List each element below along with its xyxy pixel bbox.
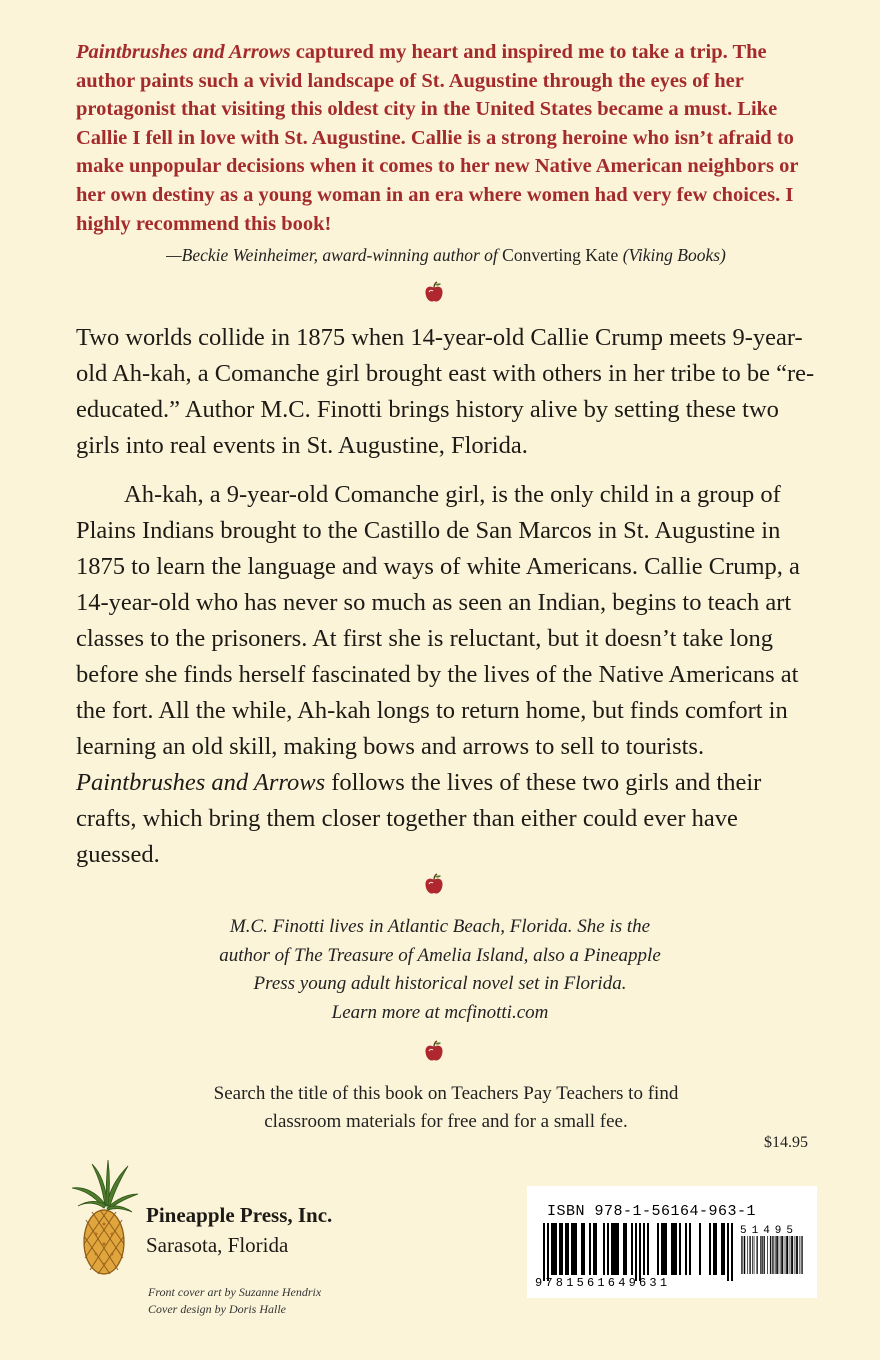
ean-digits: 9781561649631: [535, 1276, 671, 1290]
credit-design-name: Doris Halle: [228, 1302, 286, 1316]
barcode-bar: [613, 1223, 615, 1275]
barcode-bar: [787, 1236, 788, 1274]
credit-design: [148, 1301, 321, 1318]
credit-art-label: Front cover art by: [148, 1285, 239, 1299]
barcode-bar: [573, 1223, 575, 1275]
barcode-bar: [661, 1223, 663, 1275]
tpt-line-1: Search the title of this book on Teachers Pay Teachers to find: [213, 1083, 679, 1104]
barcode-bar: [785, 1236, 786, 1274]
barcode-bar: [762, 1236, 763, 1274]
barcode-bar: [611, 1223, 613, 1275]
barcode-bar: [761, 1236, 762, 1274]
barcode-bar: [657, 1223, 659, 1275]
barcode-bar: [731, 1223, 733, 1281]
barcode-bar: [543, 1223, 545, 1281]
attribution-publisher: (Viking Books): [618, 245, 726, 265]
barcode-bar: [802, 1236, 803, 1274]
barcode-bar: [749, 1236, 750, 1274]
barcode-bar: [750, 1236, 751, 1274]
barcode-bar: [727, 1223, 729, 1281]
publisher-name: Pineapple Press, Inc.: [146, 1203, 333, 1227]
barcode-bar: [773, 1236, 774, 1274]
barcode-bar: [783, 1236, 784, 1274]
review-quote: [76, 38, 816, 238]
attribution-book: Converting Kate: [502, 245, 619, 265]
barcode-bar: [595, 1223, 597, 1275]
barcode-bar: [757, 1236, 758, 1274]
barcode-bar: [679, 1223, 681, 1275]
attribution-prefix: —Beckie Weinheimer, award-winning author of: [166, 245, 503, 265]
barcode-bar: [782, 1236, 783, 1274]
publisher-city: Sarasota, Florida: [146, 1233, 289, 1257]
bio-line-2: author of The Treasure of Amelia Island, also a Pineapple: [219, 944, 661, 966]
barcode-bar: [615, 1223, 617, 1275]
barcode-bar: [675, 1223, 677, 1275]
barcode-bar: [565, 1223, 567, 1275]
credit-art-name: Suzanne Hendrix: [238, 1285, 322, 1299]
barcode-bar: [581, 1223, 583, 1275]
barcode-bar: [778, 1236, 779, 1274]
barcode-bar: [752, 1236, 753, 1274]
barcode-bar: [571, 1223, 573, 1275]
summary-p2-title: Paintbrushes and Arrows: [76, 769, 326, 796]
barcode-bar: [770, 1236, 771, 1274]
barcode-bar: [786, 1236, 787, 1274]
barcode-bar: [575, 1223, 577, 1275]
barcode-bar: [553, 1223, 555, 1275]
isbn-text: ISBN 978-1-56164-963-1: [547, 1203, 757, 1220]
barcode-bar: [631, 1223, 633, 1275]
barcode-bar: [777, 1236, 778, 1274]
barcode-bar: [547, 1223, 549, 1281]
barcode-bar: [792, 1236, 793, 1274]
credit-design-label: Cover design by: [148, 1302, 229, 1316]
barcode-bar: [795, 1236, 796, 1274]
barcode-bar: [791, 1236, 792, 1274]
barcode-bar: [583, 1223, 585, 1275]
barcode-bar: [555, 1223, 557, 1275]
barcode-bar: [760, 1236, 761, 1274]
barcode-bar: [699, 1223, 701, 1275]
cover-credits: [148, 1284, 321, 1318]
barcode-bar: [663, 1223, 665, 1275]
barcode-bar: [589, 1223, 591, 1275]
barcode-bar: [767, 1236, 768, 1274]
pineapple-logo-icon: [70, 1158, 140, 1278]
barcode-bar: [721, 1223, 723, 1275]
barcode-bar: [780, 1236, 781, 1274]
barcode-bar: [607, 1223, 609, 1275]
barcode-bar: [788, 1236, 789, 1274]
barcode-bar: [647, 1223, 649, 1275]
barcode-bar: [741, 1236, 742, 1274]
ean-bars: [541, 1223, 737, 1281]
author-bio: [130, 913, 750, 1027]
barcode-bar: [715, 1223, 717, 1275]
summary-paragraph-1: Two worlds collide in 1875 when 14-year-old Callie Crump meets 9-year-old Ah-kah, a Comanche girl brought east with others in her tribe to be “re-educated.” Author M.C. Finotti brings history alive by setting these two girls into real events in St. Augustine, Florida.: [76, 324, 815, 459]
review-book-title: Paintbrushes and Arrows: [76, 41, 291, 63]
barcode-bar: [551, 1223, 553, 1275]
barcode-bar: [639, 1223, 641, 1281]
barcode-bar: [757, 1236, 758, 1274]
review-text: captured my heart and inspired me to take a trip. The author paints such a vivid landscape of St. Augustine through the eyes of her protagonist that visiting this oldest city in the United States became a must. Like Callie I fell in love with St. Augustine. Callie is a strong heroine who isn’t afraid to make unpopular decisions when it comes to her new Native American neighbors or her own destiny as a young woman in an era where women had very few choices. I highly recommend this book!: [76, 41, 799, 235]
barcode-bar: [754, 1236, 755, 1274]
barcode-bar: [673, 1223, 675, 1275]
barcode-bar: [713, 1223, 715, 1275]
price-label: $14.95: [764, 1134, 808, 1151]
teachers-pay-teachers-note: [76, 1080, 816, 1136]
review-attribution: [76, 243, 816, 267]
apple-ornament-icon: [424, 1040, 444, 1064]
barcode-bar: [635, 1223, 637, 1281]
barcode-bar: [776, 1236, 777, 1274]
barcode-bar: [792, 1236, 793, 1274]
barcode-bar: [745, 1236, 746, 1274]
barcode-bar: [797, 1236, 798, 1274]
credit-art: [148, 1284, 321, 1301]
barcode-bar: [723, 1223, 725, 1275]
bio-line-1: M.C. Finotti lives in Atlantic Beach, Florida. She is the: [229, 916, 651, 937]
barcode-bar: [747, 1236, 748, 1274]
barcode-bar: [744, 1236, 745, 1274]
barcode-bar: [665, 1223, 667, 1275]
barcode-bar: [671, 1223, 673, 1275]
barcode-bar: [623, 1223, 625, 1275]
summary-paragraph-2: [76, 477, 816, 873]
barcode-bar: [781, 1236, 782, 1274]
barcode-bar: [561, 1223, 563, 1275]
barcode-bar: [796, 1236, 797, 1274]
barcode-bar: [790, 1236, 791, 1274]
barcode-bar: [685, 1223, 687, 1275]
barcode-bar: [689, 1223, 691, 1275]
summary-p2-end: follows the lives of these two girls and their crafts, which bring them closer together than either could ever have guessed.: [76, 769, 762, 868]
barcode-bar: [567, 1223, 569, 1275]
barcode-bar: [764, 1236, 765, 1274]
barcode-bar: [625, 1223, 627, 1275]
barcode-bar: [617, 1223, 619, 1275]
barcode-bar: [593, 1223, 595, 1275]
barcode-bar: [771, 1236, 772, 1274]
barcode-bar: [742, 1236, 743, 1274]
barcode-bar: [764, 1236, 765, 1274]
addon-bars: [739, 1236, 805, 1276]
publisher-info: [146, 1200, 332, 1260]
summary-p2-text: Ah-kah, a 9-year-old Comanche girl, is the only child in a group of Plains Indians brought to the Castillo de San Marcos in St. Augustine in 1875 to learn the language and ways of white Americans. Callie Crump, a 14-year-old who has never so much as seen an Indian, begins to teach art classes to the prisoners. At first she is reluctant, but it doesn’t take long before she finds herself fascinated by the lives of the Native Americans at the fort. All the while, Ah-kah longs to return home, but finds comfort in learning an old skill, making bows and arrows to sell to tourists.: [76, 481, 800, 760]
barcode-bar: [797, 1236, 798, 1274]
book-summary: [76, 320, 816, 873]
bio-line-3: Press young adult historical novel set in Florida.: [253, 973, 627, 994]
barcode-bar: [772, 1236, 773, 1274]
barcode-bar: [603, 1223, 605, 1275]
bio-line-4: Learn more at mcfinotti.com: [331, 1001, 549, 1023]
barcode-addon-digits: 51495: [740, 1225, 799, 1237]
barcode-bar: [775, 1236, 776, 1274]
apple-ornament-icon: [424, 281, 444, 305]
barcode-bar: [799, 1236, 800, 1274]
tpt-line-2: classroom materials for free and for a small fee.: [264, 1111, 628, 1132]
barcode-bar: [801, 1236, 802, 1274]
barcode-bar: [643, 1223, 645, 1275]
barcode-bar: [709, 1223, 711, 1275]
apple-ornament-icon: [424, 873, 444, 897]
barcode-bar: [559, 1223, 561, 1275]
isbn-barcode: [527, 1186, 817, 1298]
